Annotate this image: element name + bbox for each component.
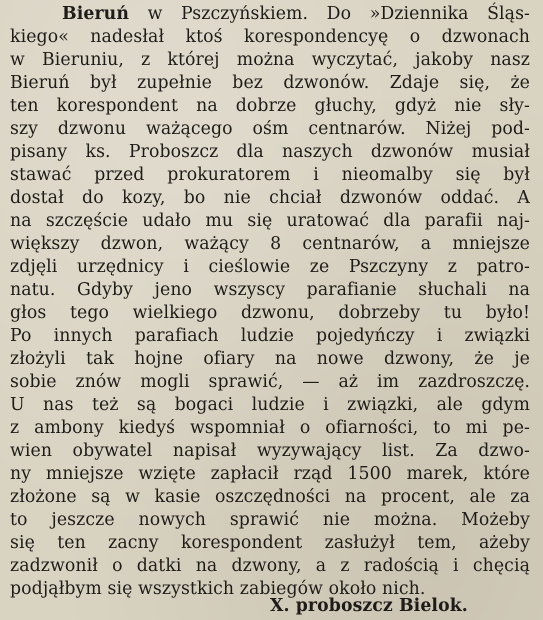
article-signature: X. proboszcz Bielok. — [270, 596, 468, 616]
article-line: się ten zacny korespondent zasłużył tem, ażeby — [10, 533, 530, 553]
article-line: kiego« nadesłał ktoś korespondencyę o dzwonach — [10, 27, 530, 47]
article-line — [62, 2, 530, 26]
article-line: wien obywatel napisał wyzywający list. Za dzwo- — [10, 441, 530, 461]
article-line: ny mniejsze wzięte zapłacił rząd 1500 marek, które — [10, 464, 530, 484]
article-line: głos tego wielkiego dzwonu, dobrzeby tu było! — [10, 303, 530, 323]
article-line: natu. Gdyby jeno wszyscy parafianie słuchali na — [10, 280, 530, 300]
article-line: szy dzwonu ważącego ośm centnarów. Niżej pod- — [10, 119, 530, 139]
article-line: Bieruń był zupełnie bez dzwonów. Zdaje się, że — [10, 73, 530, 93]
article-line: z ambony kiedyś wspomniał o ofiarności, to mi pe- — [10, 418, 530, 438]
article-line: U nas też są bogaci ludzie i związki, ale gdym — [10, 395, 530, 415]
article-line: na szczęście udało mu się uratować dla parafii naj- — [10, 211, 530, 231]
article-line: sobie znów mogli sprawić, — aż im zazdroszczę. — [10, 372, 530, 392]
article-line: złożone są w kasie oszczędności na procent, ale za — [10, 487, 530, 507]
article-line: to jeszcze nowych sprawić nie można. Możeby — [10, 510, 530, 530]
article-line: większy dzwon, ważący 8 centnarów, a mniejsze — [10, 234, 530, 254]
article-line: pisany ks. Proboszcz dla naszych dzwonów musiał — [10, 142, 530, 162]
article-line-text: w Pszczyńskiem. Do »Dziennika Śląs- — [129, 4, 530, 24]
article-line: stawać przed prokuratorem i nieomalby się był — [10, 165, 530, 185]
article-line: złożyli tak hojne ofiary na nowe dzwony, że je — [10, 349, 530, 369]
article-line: dostał do kozy, bo nie chciał dzwonów oddać. A — [10, 188, 530, 208]
article-line: w Bieruniu, z której można wyczytać, jakoby nasz — [10, 50, 530, 70]
article-line: podjąłbym się wszystkich zabiegów około nich. — [10, 579, 426, 599]
article-line: zdjęli urzędnicy i cieślowie ze Pszczyny z patro- — [10, 257, 530, 277]
article-line: ten korespondent na dobrze głuchy, gdyż nie sły- — [10, 96, 530, 116]
article-lead-word: Bieruń — [62, 4, 129, 24]
article-line: Po innych parafiach ludzie pojedyńczy i związki — [10, 326, 530, 346]
article-line: zadzwonił o datki na dzwony, a z radością i chęcią — [10, 556, 530, 576]
